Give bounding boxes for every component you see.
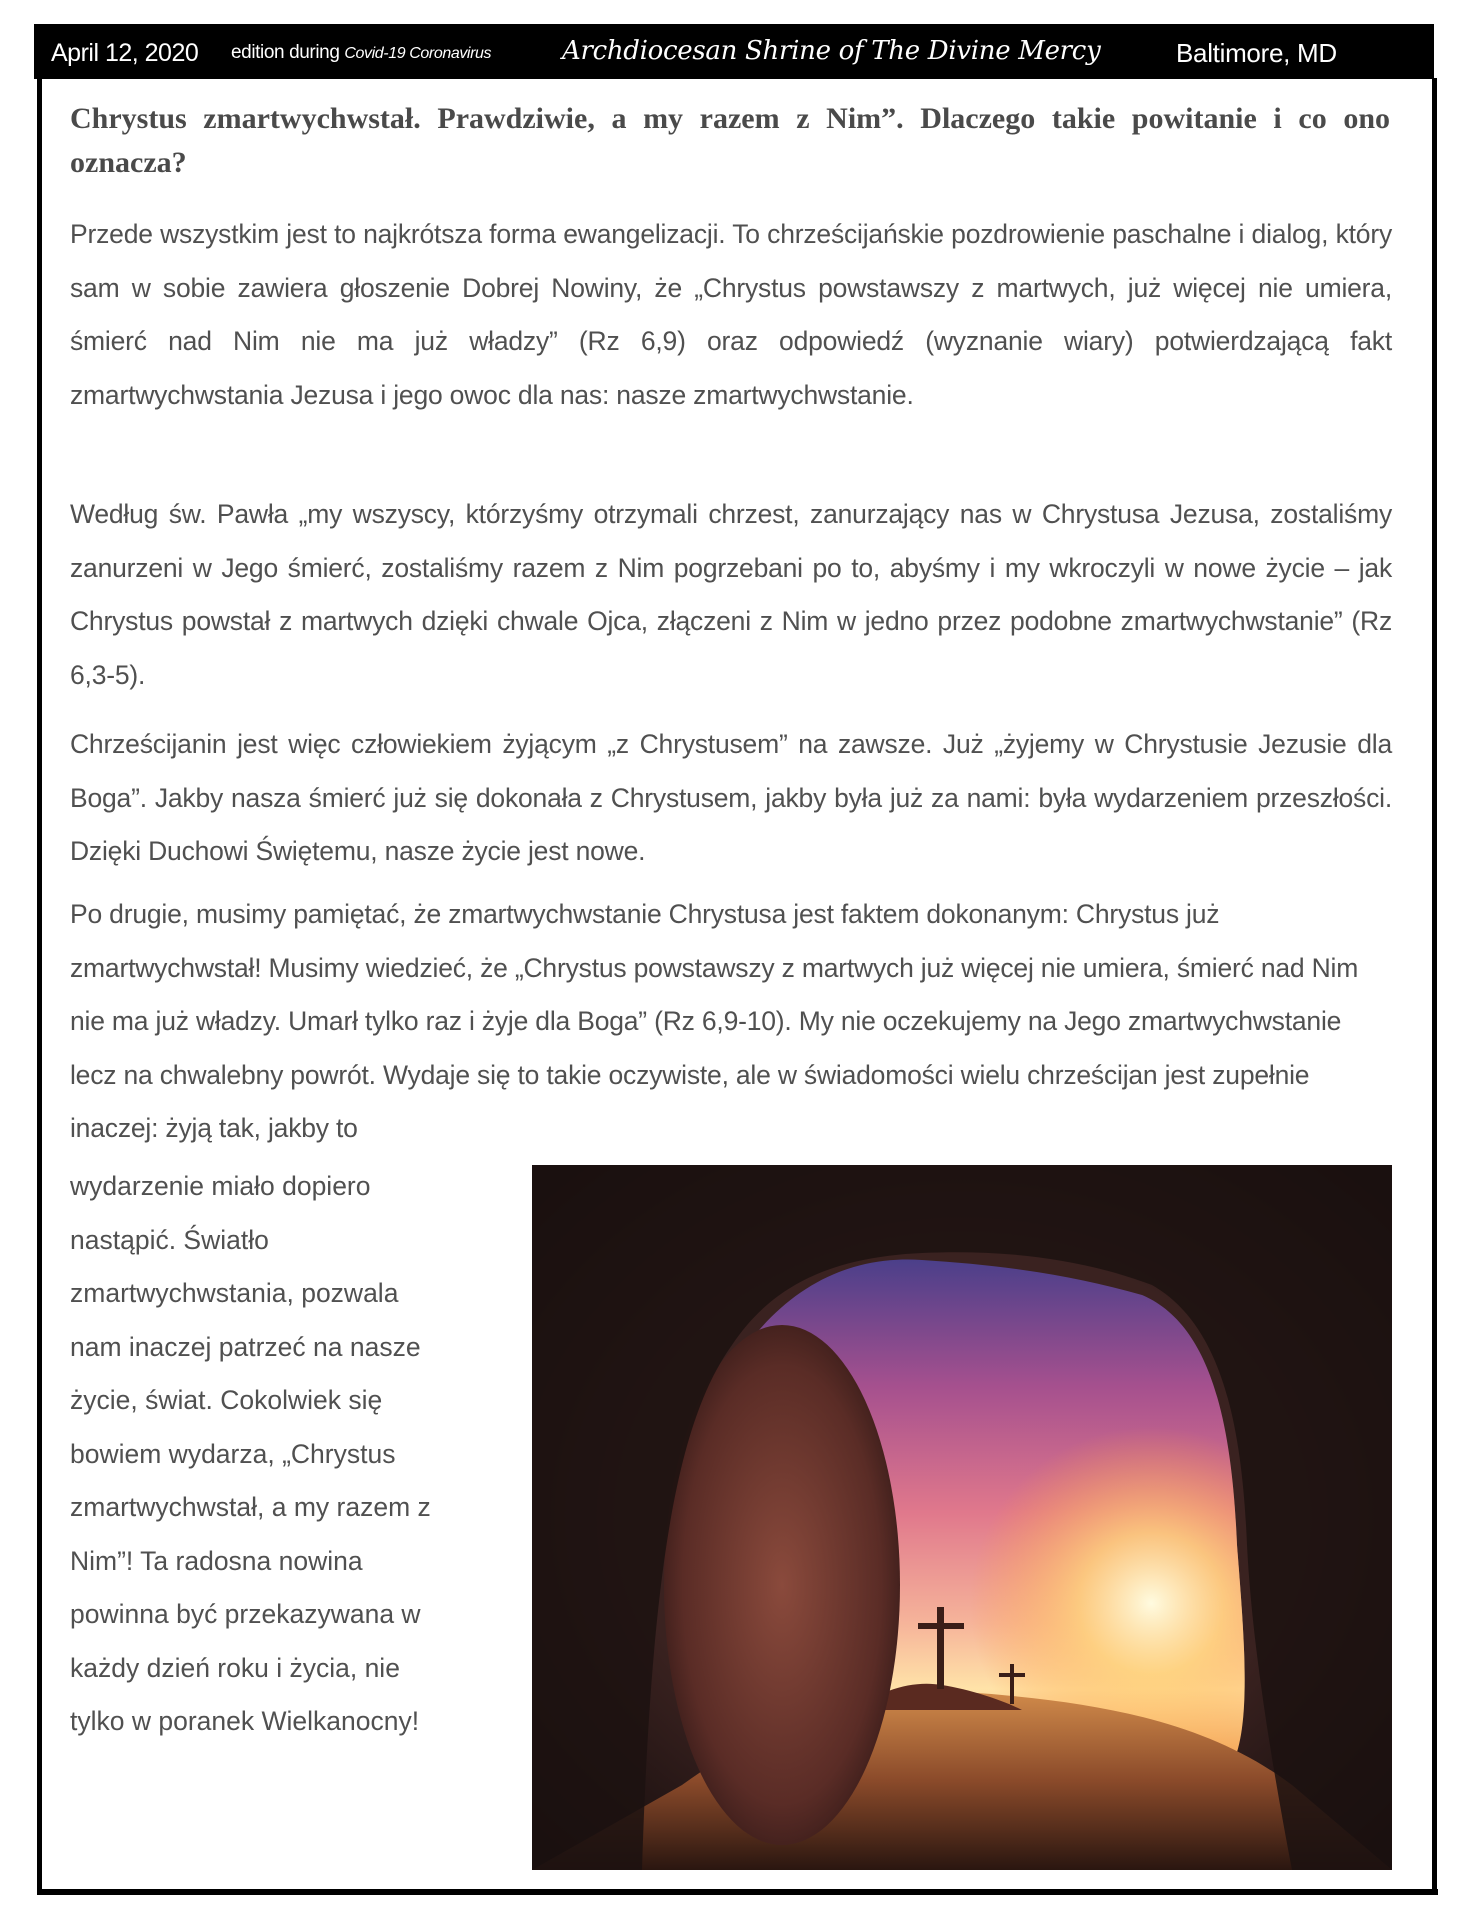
wrapped-line: każdy dzień roku i życia, nie (70, 1652, 400, 1683)
cross-right-icon (1010, 1664, 1014, 1704)
wrapped-line: Nim”! Ta radosna nowina (70, 1545, 363, 1576)
empty-tomb-photo (532, 1165, 1392, 1870)
cross-center-icon (937, 1607, 944, 1689)
shrine-name: Archdiocesan Shrine of The Divine Mercy (562, 36, 1101, 66)
tomb-illustration (532, 1165, 1392, 1870)
edition-prefix: edition during (231, 42, 345, 63)
paragraph-1: Przede wszystkim jest to najkrótsza forma ewangelizacji. To chrześcijańskie pozdrowienie paschalne i dialog, który sam w sobie zawiera głoszenie Dobrej Nowiny, że „Chrystus powstawszy z martwych, już więcej nie umiera, śmierć nad Nim nie ma już władzy” (Rz 6,9) oraz odpowiedź (wyznanie wiary) potwierdzającą fakt zmartwychwstania Jezusa i jego owoc dla nas: nasze zmartwychwstanie. (70, 219, 1392, 410)
wrapped-line: wydarzenie miało dopiero (70, 1171, 371, 1201)
wrapped-line: tylko w poranek Wielkanocny! (70, 1706, 420, 1736)
cross-right-bar (999, 1673, 1025, 1677)
wrapped-line: zmartwychwstania, pozwala (70, 1278, 399, 1308)
wrapped-line: zmartwychwstał, a my razem z (70, 1492, 431, 1522)
paragraph-3: Chrześcijanin jest więc człowiekiem żyjącym „z Chrystusem” na zawsze. Już „żyjemy w Chrystusie Jezusie dla Boga”. Jakby nasza śmierć już się dokonała z Chrystusem, jakby była już za nami: była wydarzeniem przeszłości. Dzięki Duchowi Świętemu, nasze życie jest nowe. (70, 729, 1392, 866)
paragraph-4: Po drugie, musimy pamiętać, że zmartwychwstanie Chrystusa jest faktem dokonanym: Chrystus już zmartwychwstał! Musimy wiedzieć, że „Chrystus powstawszy z martwych już więcej nie umiera, śmierć nad Nim nie ma już władzy. Umarł tylko raz i żyje dla Boga” (Rz 6,9-10). My nie oczekujemy na Jego zmartwychwstanie lecz na chwalebny powrót. Wydaje się to takie oczywiste, ale w świadomości wielu chrześcijan jest zupełnie inaczej: żyją tak, jakby to (70, 899, 1359, 1143)
wrapped-line: nam inaczej patrzeć na nasze (70, 1331, 421, 1362)
edition-italic: Covid-19 Coronavirus (344, 45, 492, 62)
header-bar (34, 24, 1434, 79)
frame-border-right (1432, 78, 1437, 1892)
cross-center-bar (918, 1623, 964, 1629)
wrapped-text-column (70, 1160, 510, 1749)
wrapped-line: nastąpić. Światło (70, 1224, 269, 1255)
article-title: Chrystus zmartwychwstał. Prawdziwie, a my razem z Nim”. Dlaczego takie powitanie i co ono oznacza? (70, 102, 1390, 179)
wrapped-line: bowiem wydarza, „Chrystus (70, 1438, 396, 1469)
edition-date: April 12, 2020 (51, 39, 199, 67)
frame-border-left (37, 78, 42, 1895)
frame-border-bottom (37, 1889, 1438, 1895)
wrapped-line: powinna być przekazywana w (70, 1599, 421, 1629)
edition-note (231, 24, 491, 79)
city-label: Baltimore, MD (1176, 38, 1337, 68)
paragraph-2: Według św. Pawła „my wszyscy, którzyśmy otrzymali chrzest, zanurzający nas w Chrystusa Jezusa, zostaliśmy zanurzeni w Jego śmierć, zostaliśmy razem z Nim pogrzebani po to, abyśmy i my wkroczyli w nowe życie – jak Chrystus powstał z martwych dzięki chwale Ojca, złączeni z Nim w jedno przez podobne zmartwychwstanie” (Rz 6,3-5). (70, 499, 1392, 690)
wrapped-line: życie, świat. Cokolwiek się (70, 1385, 383, 1415)
